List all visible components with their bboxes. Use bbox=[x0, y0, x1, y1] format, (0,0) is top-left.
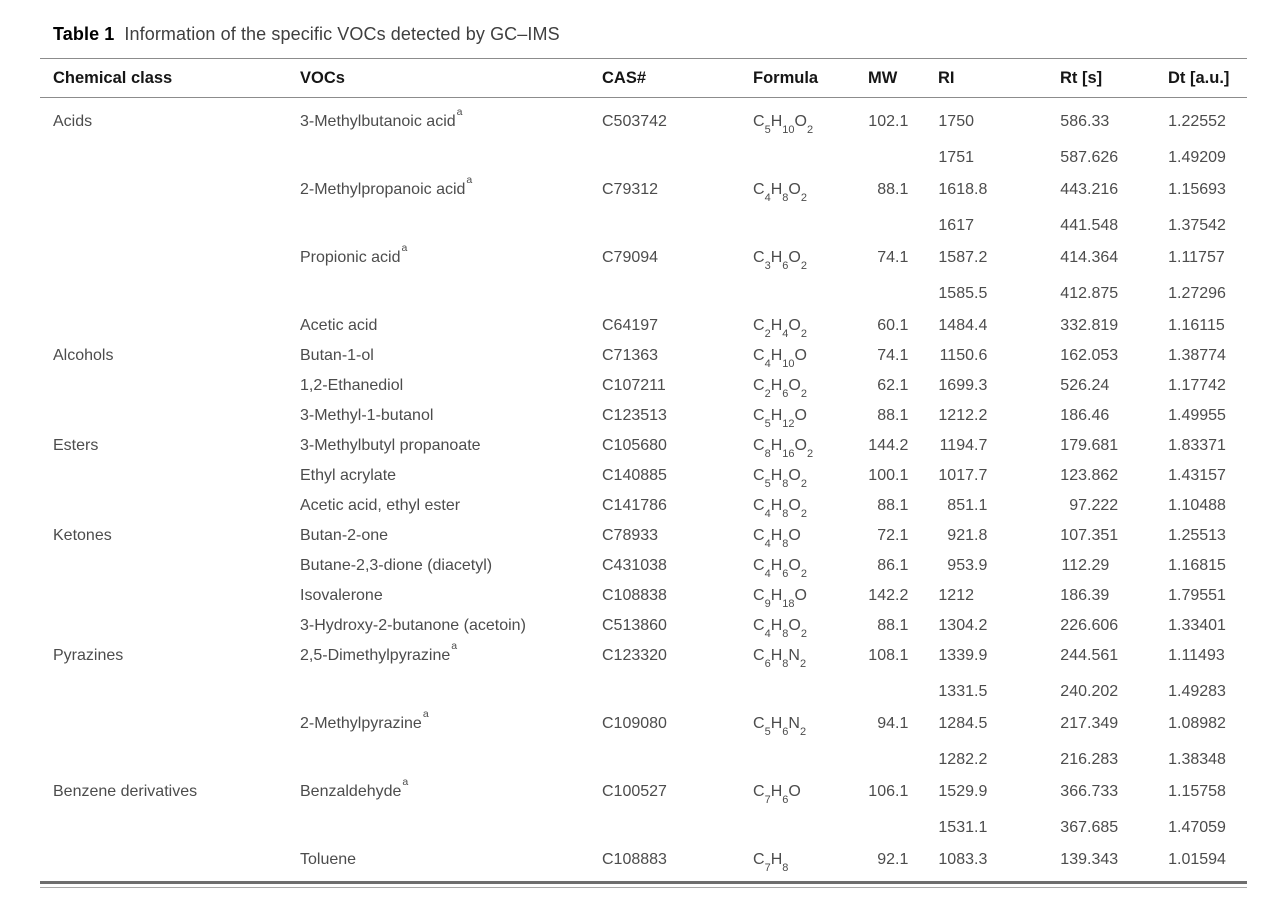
chemical-formula: $C_4H_8O$ bbox=[753, 527, 801, 551]
cell-voc-name: Acetic acid, ethyl ester bbox=[300, 497, 461, 514]
numeric-value: 244 .561 bbox=[1060, 647, 1119, 664]
numeric-value: 1 .11493 bbox=[1168, 647, 1225, 664]
numeric-value: 240 .202 bbox=[1060, 683, 1119, 700]
numeric-value: 1 .16815 bbox=[1168, 557, 1226, 574]
numeric-value: 1304 .2 bbox=[938, 617, 988, 634]
numeric-value: 1017 .7 bbox=[938, 467, 988, 484]
chemical-formula: $C_7H_6O$ bbox=[753, 783, 801, 807]
numeric-value: 921 .8 bbox=[947, 527, 988, 544]
table-row bbox=[40, 491, 1247, 521]
cell-voc-name: Propionic acid$^a$ bbox=[300, 241, 408, 266]
numeric-value: 366 .733 bbox=[1060, 783, 1119, 800]
numeric-value: 1 .27296 bbox=[1168, 285, 1226, 302]
table-row bbox=[40, 371, 1247, 401]
cell-formula bbox=[753, 371, 868, 401]
footnote-marker: a bbox=[451, 639, 458, 652]
table-caption bbox=[40, 24, 1247, 45]
numeric-value: 1531 .1 bbox=[938, 819, 988, 836]
cell-dt bbox=[1168, 107, 1247, 173]
cell-rt bbox=[1060, 311, 1168, 341]
numeric-value: 1529 .9 bbox=[938, 783, 988, 800]
header-rt: Rt [s] bbox=[1060, 68, 1103, 87]
cell-rt bbox=[1060, 551, 1168, 581]
numeric-value: 88 .1 bbox=[877, 497, 909, 514]
cell-cas-number: C108838 bbox=[602, 587, 667, 604]
cell-mw bbox=[868, 551, 938, 581]
cell-mw bbox=[868, 431, 938, 461]
numeric-value: 1484 .4 bbox=[938, 317, 988, 334]
cell-voc-name: 2-Methylpyrazine$^a$ bbox=[300, 707, 429, 732]
numeric-value: 1 .25513 bbox=[1168, 527, 1226, 544]
cell-dt bbox=[1168, 341, 1247, 371]
numeric-value: 1 .15693 bbox=[1168, 181, 1226, 198]
numeric-value: 1339 .9 bbox=[938, 647, 988, 664]
numeric-value: 179 .681 bbox=[1060, 437, 1119, 454]
numeric-value: 1 .79551 bbox=[1168, 587, 1226, 604]
cell-ri bbox=[938, 311, 1060, 341]
numeric-value: 107 .351 bbox=[1060, 527, 1119, 544]
cell-ri bbox=[938, 175, 1060, 241]
cell-voc-name: 3-Hydroxy-2-butanone (acetoin) bbox=[300, 617, 526, 634]
cell-cas-number: C71363 bbox=[602, 347, 659, 364]
cell-ri bbox=[938, 243, 1060, 309]
numeric-value: 1 .49955 bbox=[1168, 407, 1226, 424]
bottom-rule bbox=[40, 881, 1247, 888]
cell-chemical-class: Alcohols bbox=[53, 347, 114, 364]
cell-mw bbox=[868, 521, 938, 551]
cell-ri bbox=[938, 341, 1060, 371]
cell-ri bbox=[938, 845, 1060, 875]
numeric-value: 1 .38774 bbox=[1168, 347, 1226, 364]
table-row bbox=[40, 709, 1247, 777]
cell-rt bbox=[1060, 845, 1168, 875]
numeric-value: 142 .2 bbox=[868, 587, 909, 604]
cell-mw bbox=[868, 581, 938, 611]
cell-cas-number: C107211 bbox=[602, 377, 666, 394]
cell-cas-number: C141786 bbox=[602, 497, 667, 514]
numeric-value: 1 .49209 bbox=[1168, 149, 1226, 166]
cell-voc-name: 3-Methyl-1-butanol bbox=[300, 407, 434, 424]
cell-mw bbox=[868, 641, 938, 671]
cell-voc-name: Butan-1-ol bbox=[300, 347, 374, 364]
cell-rt bbox=[1060, 581, 1168, 611]
numeric-value: 526 .24 bbox=[1060, 377, 1110, 394]
numeric-value: 1212 bbox=[938, 587, 974, 604]
table-caption-label: Table 1 bbox=[53, 24, 115, 44]
numeric-value: 97 .222 bbox=[1069, 497, 1119, 514]
numeric-value: 94 .1 bbox=[877, 715, 909, 732]
cell-ri bbox=[938, 107, 1060, 173]
cell-dt bbox=[1168, 551, 1247, 581]
cell-dt bbox=[1168, 611, 1247, 641]
numeric-value: 1 .15758 bbox=[1168, 783, 1226, 800]
cell-voc-name: 1,2-Ethanediol bbox=[300, 377, 404, 394]
numeric-value: 1 .37542 bbox=[1168, 217, 1226, 234]
chemical-formula: $C_4H_8O_2$ bbox=[753, 497, 807, 521]
cell-rt bbox=[1060, 431, 1168, 461]
cell-chemical-class: Acids bbox=[53, 113, 93, 130]
numeric-value: 123 .862 bbox=[1060, 467, 1119, 484]
cell-rt bbox=[1060, 491, 1168, 521]
numeric-value: 1 .22552 bbox=[1168, 113, 1226, 130]
numeric-value: 139 .343 bbox=[1060, 851, 1119, 868]
header-cas: CAS# bbox=[602, 68, 647, 87]
numeric-value: 108 .1 bbox=[868, 647, 909, 664]
cell-mw bbox=[868, 461, 938, 491]
numeric-value: 88 .1 bbox=[877, 617, 909, 634]
numeric-value: 144 .2 bbox=[868, 437, 909, 454]
cell-mw bbox=[868, 175, 938, 205]
cell-dt bbox=[1168, 175, 1247, 241]
numeric-value: 953 .9 bbox=[947, 557, 988, 574]
footnote-marker: a bbox=[401, 241, 408, 254]
cell-ri bbox=[938, 551, 1060, 581]
cell-chemical-class: Ketones bbox=[53, 527, 112, 544]
numeric-value: 226 .606 bbox=[1060, 617, 1119, 634]
table-row bbox=[40, 461, 1247, 491]
numeric-value: 112 .29 bbox=[1061, 557, 1110, 574]
numeric-value: 72 .1 bbox=[877, 527, 909, 544]
chemical-formula: $C_5H_{10}O_2$ bbox=[753, 113, 814, 137]
table-row bbox=[40, 431, 1247, 461]
cell-cas-number: C105680 bbox=[602, 437, 667, 454]
numeric-value: 1 .43157 bbox=[1168, 467, 1226, 484]
numeric-value: 1587 .2 bbox=[938, 249, 988, 266]
cell-cas-number: C123320 bbox=[602, 647, 667, 664]
cell-mw bbox=[868, 777, 938, 807]
table-row bbox=[40, 845, 1247, 875]
cell-ri bbox=[938, 641, 1060, 707]
numeric-value: 88 .1 bbox=[877, 181, 909, 198]
table-header-row bbox=[40, 59, 1247, 97]
cell-mw bbox=[868, 107, 938, 137]
cell-cas-number: C513860 bbox=[602, 617, 667, 634]
cell-voc-name: 2-Methylpropanoic acid$^a$ bbox=[300, 173, 473, 198]
cell-rt bbox=[1060, 107, 1168, 173]
chemical-formula: $C_8H_{16}O_2$ bbox=[753, 437, 814, 461]
cell-formula bbox=[753, 641, 868, 671]
cell-rt bbox=[1060, 341, 1168, 371]
numeric-value: 100 .1 bbox=[868, 467, 909, 484]
table-body bbox=[40, 98, 1247, 879]
cell-formula bbox=[753, 431, 868, 461]
cell-cas-number: C109080 bbox=[602, 715, 667, 732]
cell-dt bbox=[1168, 581, 1247, 611]
cell-dt bbox=[1168, 431, 1247, 461]
cell-dt bbox=[1168, 491, 1247, 521]
cell-ri bbox=[938, 777, 1060, 843]
chemical-formula: $C_2H_6O_2$ bbox=[753, 377, 807, 401]
table-row bbox=[40, 611, 1247, 641]
cell-formula bbox=[753, 581, 868, 611]
header-dt: Dt [a.u.] bbox=[1168, 68, 1230, 87]
header-chemical-class: Chemical class bbox=[53, 68, 173, 87]
cell-formula bbox=[753, 777, 868, 807]
cell-dt bbox=[1168, 709, 1247, 775]
chemical-formula: $C_9H_{18}O$ bbox=[753, 587, 807, 611]
numeric-value: 1 .01594 bbox=[1168, 851, 1226, 868]
numeric-value: 217 .349 bbox=[1060, 715, 1119, 732]
numeric-value: 1 .17742 bbox=[1168, 377, 1226, 394]
cell-mw bbox=[868, 311, 938, 341]
cell-formula bbox=[753, 461, 868, 491]
cell-formula bbox=[753, 521, 868, 551]
cell-ri bbox=[938, 461, 1060, 491]
numeric-value: 1 .11757 bbox=[1168, 249, 1225, 266]
numeric-value: 1699 .3 bbox=[938, 377, 988, 394]
numeric-value: 1 .49283 bbox=[1168, 683, 1226, 700]
chemical-formula: $C_4H_6O_2$ bbox=[753, 557, 807, 581]
numeric-value: 1083 .3 bbox=[938, 851, 988, 868]
cell-cas-number: C78933 bbox=[602, 527, 659, 544]
table-row bbox=[40, 641, 1247, 709]
cell-voc-name: Butan-2-one bbox=[300, 527, 389, 544]
cell-chemical-class: Esters bbox=[53, 437, 99, 454]
table-caption-text: Information of the specific VOCs detected by GC–IMS bbox=[124, 24, 560, 44]
chemical-formula: $C_3H_6O_2$ bbox=[753, 249, 807, 273]
cell-cas-number: C100527 bbox=[602, 783, 667, 800]
chemical-formula: $C_6H_8N_2$ bbox=[753, 647, 807, 671]
cell-rt bbox=[1060, 611, 1168, 641]
chemical-formula: $C_5H_{12}O$ bbox=[753, 407, 807, 431]
numeric-value: 1 .83371 bbox=[1168, 437, 1226, 454]
cell-mw bbox=[868, 243, 938, 273]
table-row bbox=[40, 401, 1247, 431]
numeric-value: 1585 .5 bbox=[938, 285, 988, 302]
numeric-value: 332 .819 bbox=[1060, 317, 1119, 334]
cell-mw bbox=[868, 491, 938, 521]
header-vocs: VOCs bbox=[300, 68, 345, 87]
numeric-value: 441 .548 bbox=[1060, 217, 1119, 234]
cell-cas-number: C108883 bbox=[602, 851, 667, 868]
cell-ri bbox=[938, 581, 1060, 611]
cell-formula bbox=[753, 243, 868, 273]
cell-dt bbox=[1168, 311, 1247, 341]
cell-voc-name: 2,5-Dimethylpyrazine$^a$ bbox=[300, 639, 458, 664]
cell-dt bbox=[1168, 521, 1247, 551]
cell-cas-number: C64197 bbox=[602, 317, 659, 334]
cell-chemical-class: Benzene derivatives bbox=[53, 783, 198, 800]
cell-formula bbox=[753, 845, 868, 875]
numeric-value: 216 .283 bbox=[1060, 751, 1119, 768]
cell-formula bbox=[753, 311, 868, 341]
cell-dt bbox=[1168, 777, 1247, 843]
cell-dt bbox=[1168, 845, 1247, 875]
numeric-value: 586 .33 bbox=[1060, 113, 1110, 130]
cell-cas-number: C123513 bbox=[602, 407, 667, 424]
numeric-value: 1 .47059 bbox=[1168, 819, 1226, 836]
cell-formula bbox=[753, 401, 868, 431]
numeric-value: 102 .1 bbox=[868, 113, 909, 130]
table-row bbox=[40, 107, 1247, 175]
chemical-formula: $C_4H_8O_2$ bbox=[753, 617, 807, 641]
numeric-value: 1751 bbox=[938, 149, 974, 166]
footnote-marker: a bbox=[422, 707, 429, 720]
table-row bbox=[40, 175, 1247, 243]
cell-voc-name: Butane-2,3-dione (diacetyl) bbox=[300, 557, 493, 574]
cell-cas-number: C79312 bbox=[602, 181, 659, 198]
chemical-formula: $C_4H_8O_2$ bbox=[753, 181, 807, 205]
cell-cas-number: C431038 bbox=[602, 557, 667, 574]
header-formula: Formula bbox=[753, 68, 819, 87]
numeric-value: 1284 .5 bbox=[938, 715, 988, 732]
table-row bbox=[40, 551, 1247, 581]
cell-ri bbox=[938, 521, 1060, 551]
numeric-value: 1282 .2 bbox=[938, 751, 988, 768]
numeric-value: 186 .46 bbox=[1060, 407, 1110, 424]
cell-formula bbox=[753, 611, 868, 641]
cell-rt bbox=[1060, 175, 1168, 241]
cell-ri bbox=[938, 401, 1060, 431]
chemical-formula: $C_7H_8$ bbox=[753, 851, 789, 875]
numeric-value: 1150 .6 bbox=[939, 347, 988, 364]
cell-voc-name: Benzaldehyde$^a$ bbox=[300, 775, 409, 800]
table-row bbox=[40, 243, 1247, 311]
table-row bbox=[40, 777, 1247, 845]
numeric-value: 1212 .2 bbox=[938, 407, 988, 424]
footnote-marker: a bbox=[402, 775, 409, 788]
numeric-value: 412 .875 bbox=[1060, 285, 1119, 302]
cell-mw bbox=[868, 401, 938, 431]
numeric-value: 367 .685 bbox=[1060, 819, 1119, 836]
cell-rt bbox=[1060, 521, 1168, 551]
numeric-value: 162 .053 bbox=[1060, 347, 1119, 364]
cell-ri bbox=[938, 491, 1060, 521]
cell-rt bbox=[1060, 461, 1168, 491]
numeric-value: 1 .38348 bbox=[1168, 751, 1226, 768]
cell-formula bbox=[753, 551, 868, 581]
cell-ri bbox=[938, 431, 1060, 461]
cell-dt bbox=[1168, 461, 1247, 491]
cell-chemical-class: Pyrazines bbox=[53, 647, 124, 664]
cell-dt bbox=[1168, 641, 1247, 707]
footnote-marker: a bbox=[466, 173, 473, 186]
numeric-value: 74 .1 bbox=[877, 347, 909, 364]
cell-formula bbox=[753, 491, 868, 521]
cell-rt bbox=[1060, 371, 1168, 401]
numeric-value: 1618 .8 bbox=[938, 181, 988, 198]
header-mw: MW bbox=[868, 68, 898, 87]
cell-mw bbox=[868, 341, 938, 371]
cell-mw bbox=[868, 845, 938, 875]
cell-rt bbox=[1060, 401, 1168, 431]
numeric-value: 1 .33401 bbox=[1168, 617, 1226, 634]
cell-cas-number: C503742 bbox=[602, 113, 667, 130]
cell-mw bbox=[868, 709, 938, 739]
chemical-formula: $C_5H_6N_2$ bbox=[753, 715, 807, 739]
table-row bbox=[40, 341, 1247, 371]
cell-ri bbox=[938, 709, 1060, 775]
cell-formula bbox=[753, 175, 868, 205]
cell-voc-name: Acetic acid bbox=[300, 317, 378, 334]
cell-formula bbox=[753, 709, 868, 739]
cell-dt bbox=[1168, 243, 1247, 309]
table-row bbox=[40, 581, 1247, 611]
footnote-marker: a bbox=[456, 105, 463, 118]
numeric-value: 186 .39 bbox=[1060, 587, 1110, 604]
numeric-value: 1 .16115 bbox=[1168, 317, 1225, 334]
numeric-value: 92 .1 bbox=[877, 851, 909, 868]
numeric-value: 443 .216 bbox=[1060, 181, 1119, 198]
table-row bbox=[40, 521, 1247, 551]
cell-dt bbox=[1168, 371, 1247, 401]
cell-formula bbox=[753, 107, 868, 137]
chemical-formula: $C_5H_8O_2$ bbox=[753, 467, 807, 491]
numeric-value: 62 .1 bbox=[877, 377, 909, 394]
cell-rt bbox=[1060, 709, 1168, 775]
chemical-formula: $C_4H_{10}O$ bbox=[753, 347, 807, 371]
cell-ri bbox=[938, 611, 1060, 641]
cell-ri bbox=[938, 371, 1060, 401]
cell-rt bbox=[1060, 243, 1168, 309]
cell-voc-name: Isovalerone bbox=[300, 587, 383, 604]
cell-mw bbox=[868, 611, 938, 641]
numeric-value: 851 .1 bbox=[947, 497, 988, 514]
numeric-value: 106 .1 bbox=[868, 783, 909, 800]
table-row bbox=[40, 311, 1247, 341]
numeric-value: 88 .1 bbox=[877, 407, 909, 424]
numeric-value: 74 .1 bbox=[877, 249, 909, 266]
cell-cas-number: C79094 bbox=[602, 249, 659, 266]
numeric-value: 1 .10488 bbox=[1168, 497, 1226, 514]
cell-rt bbox=[1060, 641, 1168, 707]
cell-voc-name: 3-Methylbutanoic acid$^a$ bbox=[300, 105, 463, 130]
cell-mw bbox=[868, 371, 938, 401]
header-ri: RI bbox=[938, 68, 955, 87]
numeric-value: 86 .1 bbox=[877, 557, 909, 574]
numeric-value: 1194 .7 bbox=[939, 437, 988, 454]
numeric-value: 587 .626 bbox=[1060, 149, 1119, 166]
numeric-value: 414 .364 bbox=[1060, 249, 1119, 266]
cell-rt bbox=[1060, 777, 1168, 843]
numeric-value: 1750 bbox=[938, 113, 974, 130]
cell-dt bbox=[1168, 401, 1247, 431]
numeric-value: 1331 .5 bbox=[938, 683, 988, 700]
numeric-value: 1 .08982 bbox=[1168, 715, 1226, 732]
numeric-value: 1617 bbox=[938, 217, 974, 234]
cell-cas-number: C140885 bbox=[602, 467, 667, 484]
numeric-value: 60 .1 bbox=[877, 317, 909, 334]
cell-formula bbox=[753, 341, 868, 371]
cell-voc-name: 3-Methylbutyl propanoate bbox=[300, 437, 481, 454]
chemical-formula: $C_2H_4O_2$ bbox=[753, 317, 807, 341]
cell-voc-name: Ethyl acrylate bbox=[300, 467, 397, 484]
cell-voc-name: Toluene bbox=[300, 851, 357, 868]
